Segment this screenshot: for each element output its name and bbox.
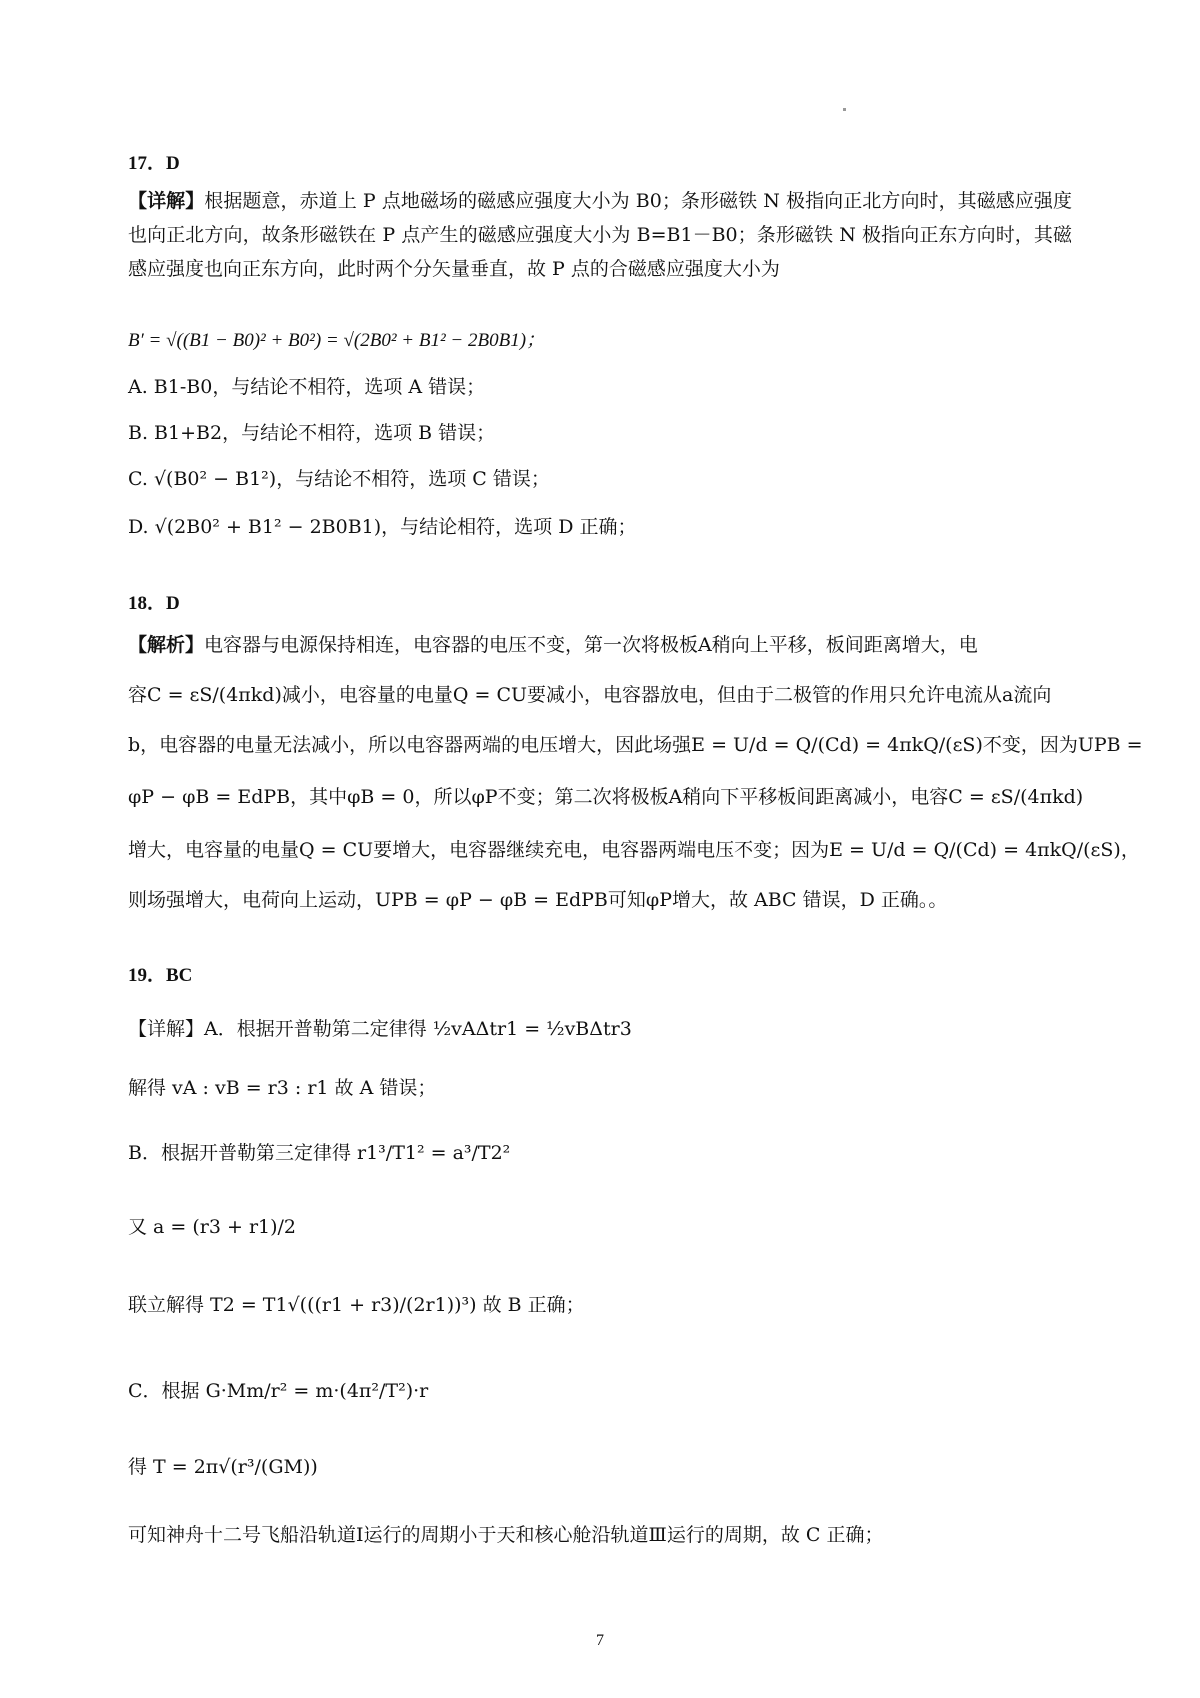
q18-tag: 【解析】 [128,634,205,656]
q18-header: 18．D [128,593,180,614]
q19-line-1: 【详解】A．根据开普勒第二定律得 ½vAΔtr1 = ½vBΔtr3 [128,1018,632,1040]
q17-option-a: A. B1-B0，与结论不相符，选项 A 错误； [128,376,486,398]
q18-line-1 [128,630,1072,661]
q18-line-3: b，电容器的电量无法减小，所以电容器两端的电压增大，因此场强E = U/d = Q/(Cd) = 4πkQ/(εS)不变，因为UPB = [128,734,1143,756]
q18-line-4: φP − φB = EdPB，其中φB = 0，所以φP不变；第二次将极板A稍向下平移板间距离减小，电容C = εS/(4πkd) [128,786,1084,808]
q17-body [128,184,1072,286]
q17-tag: 【详解】 [128,190,205,212]
q18-line-6: 则场强增大，电荷向上运动，UPB = φP − φB = EdPB可知φP增大，故 ABC 错误，D 正确。。 [128,889,948,911]
q19-line-6: C．根据 G·Mm/r² = m·(4π²/T²)·r [128,1380,429,1402]
q19-line-4: 又 a = (r3 + r1)/2 [128,1216,297,1238]
q18-line-5: 增大，电容量的电量Q = CU要增大，电容器继续充电，电容器两端电压不变；因为E = U/d = Q/(Cd) = 4πkQ/(εS)， [128,839,1140,861]
q17-option-c: C. √(B0² − B1²)，与结论不相符，选项 C 错误； [128,468,550,490]
q19-line-5: 联立解得 T2 = T1√(((r1 + r3)/(2r1))³) 故 B 正确； [128,1294,585,1316]
q19-line-8: 可知神舟十二号飞船沿轨道Ⅰ运行的周期小于天和核心舱沿轨道Ⅲ运行的周期，故 C 正确； [128,1524,884,1546]
q18-line-1-text: 电容器与电源保持相连，电容器的电压不变，第一次将极板A稍向上平移，板间距离增大，电 [204,634,978,656]
q17-option-b: B. B1+B2，与结论不相符，选项 B 错误； [128,422,496,444]
q18-line-2: 容C = εS/(4πkd)减小，电容量的电量Q = CU要减小，电容器放电，但由于二极管的作用只允许电流从a流向 [128,684,1052,706]
q17-header: 17．D [128,153,180,174]
q17-option-d: D. √(2B0² + B1² − 2B0B1)，与结论相符，选项 D 正确； [128,516,637,538]
scan-dot [843,108,846,111]
q19-line-7: 得 T = 2π√(r³/(GM)) [128,1456,318,1478]
q19-line-3: B．根据开普勒第三定律得 r1³/T1² = a³/T2² [128,1142,511,1164]
q17-text: 根据题意，赤道上 P 点地磁场的磁感应强度大小为 B0；条形磁铁 N 极指向正北方向时，其磁感应强度也向正北方向，故条形磁铁在 P 点产生的磁感应强度大小为 B=B1－B0；条形磁铁 N 极指向正东方向时，其磁感应强度也向正东方向，此时两个分矢量垂直，故 P 点的合磁感应强度大小为 [128,190,1072,280]
q19-header: 19．BC [128,965,193,986]
q17-formula: B′ = √((B1 − B0)² + B0²) = √(2B0² + B1² − 2B0B1)； [128,330,546,351]
q19-line-2: 解得 vA : vB = r3 : r1 故 A 错误； [128,1077,437,1099]
page-number: 7 [596,1632,604,1649]
